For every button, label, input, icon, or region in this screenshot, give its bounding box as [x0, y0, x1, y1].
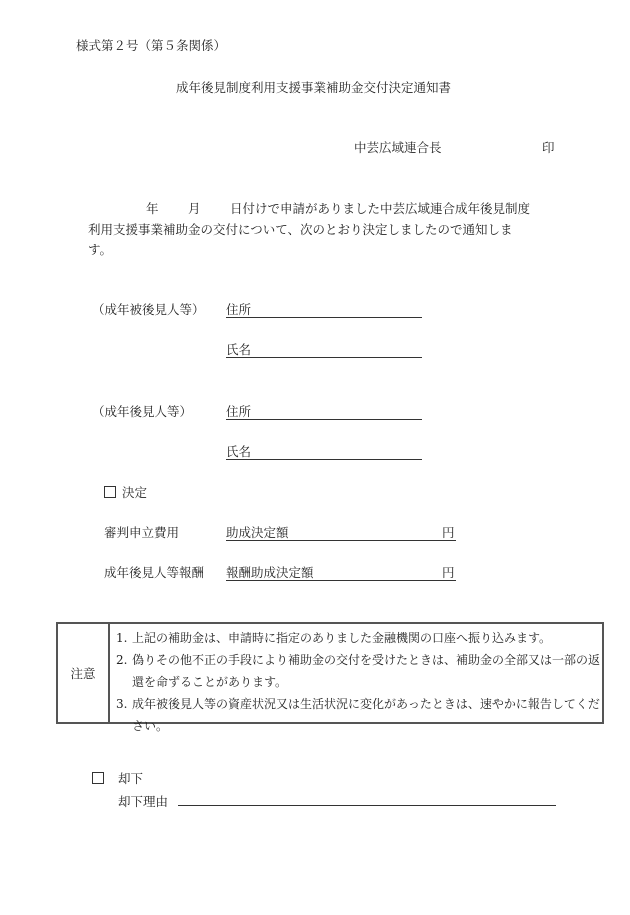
guardian-name-label: 氏名: [226, 444, 252, 459]
notice-box: [56, 622, 604, 733]
ward-address-field[interactable]: [226, 317, 422, 318]
issuer-name: 中芸広域連合長: [354, 140, 442, 155]
body-line-2: 利用支援事業補助金の交付について、次のとおり決定しましたので通知しま: [88, 222, 513, 237]
seal-mark: 印: [542, 140, 555, 155]
grant-amount-field[interactable]: [226, 540, 456, 541]
grant-amount-label: 助成決定額: [226, 525, 289, 540]
notice-item: [110, 627, 602, 649]
ward-label: （成年被後見人等）: [92, 302, 205, 317]
rejection-label: 却下: [118, 771, 144, 786]
notice-text: 偽りその他不正の手段により補助金の交付を受けたときは、補助金の全部又は一部の返還を命ずることがあります。: [132, 653, 601, 689]
notice-number: 1.: [116, 631, 128, 645]
notice-number: 2.: [116, 653, 128, 667]
grant-amount-unit: 円: [442, 525, 455, 540]
notice-label: 注意: [58, 624, 110, 722]
remuneration-amount-field[interactable]: [226, 580, 456, 581]
guardian-name-field[interactable]: [226, 459, 422, 460]
ward-name-label: 氏名: [226, 342, 252, 357]
rejection-reason-field[interactable]: [178, 805, 556, 806]
guardian-address-field[interactable]: [226, 419, 422, 420]
form-number: 様式第２号（第５条関係）: [76, 38, 227, 53]
notice-text: 上記の補助金は、申請時に指定のありました金融機関の口座へ振り込みます。: [132, 631, 552, 645]
remuneration-label: 成年後見人等報酬: [104, 565, 205, 580]
guardian-address-label: 住所: [226, 404, 252, 419]
fee-label: 審判申立費用: [104, 525, 180, 540]
guardian-label: （成年後見人等）: [92, 404, 193, 419]
body-line-3: す。: [88, 242, 113, 257]
notice-number: 3.: [116, 697, 128, 711]
body-line-1: 日付けで申請がありました中芸広域連合成年後見制度: [230, 201, 531, 216]
notice-item: [110, 693, 602, 737]
month-label: 月: [188, 201, 201, 216]
remuneration-amount-label: 報酬助成決定額: [226, 565, 314, 580]
notice-item: [110, 649, 602, 693]
notice-text: 成年被後見人等の資産状況又は生活状況に変化があったときは、速やかに報告してください。: [132, 697, 600, 733]
rejection-reason-label: 却下理由: [118, 794, 169, 809]
decision-option[interactable]: [104, 483, 147, 501]
ward-address-label: 住所: [226, 302, 252, 317]
decision-checkbox[interactable]: [104, 486, 116, 498]
rejection-checkbox[interactable]: [92, 772, 104, 784]
ward-name-field[interactable]: [226, 357, 422, 358]
notice-list: [110, 627, 602, 737]
year-label: 年: [146, 201, 159, 216]
rejection-option[interactable]: [92, 769, 143, 787]
remuneration-amount-unit: 円: [442, 565, 455, 580]
decision-label: 決定: [122, 485, 148, 500]
document-title: 成年後見制度利用支援事業補助金交付決定通知書: [176, 80, 452, 95]
